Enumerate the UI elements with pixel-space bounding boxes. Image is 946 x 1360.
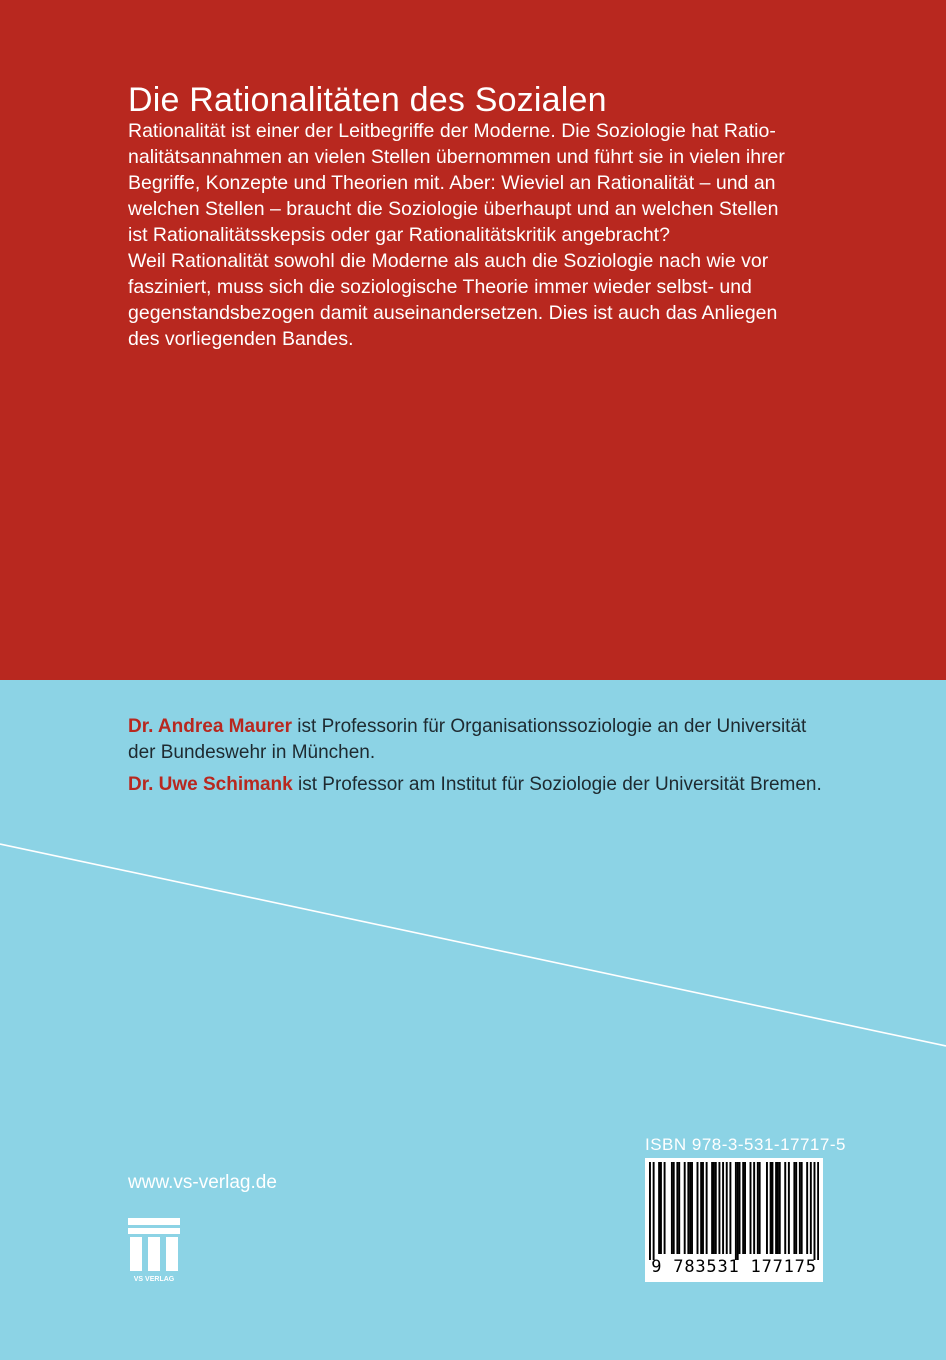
barcode-bar <box>799 1162 801 1254</box>
book-title: Die Rationalitäten des Sozialen <box>128 80 607 119</box>
barcode-bar <box>739 1162 741 1254</box>
barcode-bar <box>771 1162 773 1254</box>
blurb-line: Rationalität ist einer der Leitbegriffe der Moderne. Die Soziologie hat Ratio- <box>128 120 776 142</box>
vs-verlag-logo-icon <box>128 1218 180 1284</box>
barcode-bar <box>784 1162 786 1254</box>
barcode-bar <box>676 1162 678 1254</box>
barcode-bar <box>726 1162 728 1254</box>
barcode-bar <box>697 1162 699 1254</box>
barcode-bar <box>770 1162 772 1254</box>
barcode-bar <box>744 1162 746 1254</box>
barcode-bar <box>711 1162 713 1254</box>
isbn-barcode <box>645 1158 823 1282</box>
barcode-bars <box>649 1162 819 1260</box>
author-bio <box>128 714 868 766</box>
barcode-bar <box>706 1162 708 1254</box>
barcode-bar <box>753 1162 755 1254</box>
barcode-bar <box>817 1162 819 1260</box>
barcode-bar <box>664 1162 666 1254</box>
author-description-continued: der Bundeswehr in München. <box>128 742 376 763</box>
book-blurb <box>128 118 848 352</box>
barcode-bar <box>750 1162 752 1254</box>
author-description: ist Professor am Institut für Soziologie der Universität Bremen. <box>292 774 822 795</box>
barcode-bar <box>715 1162 717 1254</box>
blurb-line: nalitätsannahmen an vielen Stellen übernommen und führt sie in vielen ihrer <box>128 146 785 168</box>
barcode-bar <box>810 1162 812 1254</box>
barcode-bar <box>814 1162 816 1260</box>
barcode-bar <box>795 1162 797 1254</box>
barcode-bar <box>702 1162 704 1254</box>
barcode-bar <box>660 1162 662 1254</box>
publisher-website: www.vs-verlag.de <box>128 1172 277 1193</box>
blurb-line: fasziniert, muss sich die soziologische Theorie immer wieder selbst- und <box>128 276 752 298</box>
blurb-line: des vorliegenden Bandes. <box>128 328 354 350</box>
barcode-bar <box>673 1162 675 1254</box>
barcode-bar <box>766 1162 768 1254</box>
barcode-bar <box>777 1162 779 1254</box>
barcode-bar <box>729 1162 731 1254</box>
barcode-bar <box>735 1162 737 1260</box>
barcode-bar <box>801 1162 803 1254</box>
barcode-bar <box>775 1162 777 1254</box>
barcode-bar <box>806 1162 808 1254</box>
barcode-bar <box>722 1162 724 1254</box>
barcode-bar <box>658 1162 660 1254</box>
barcode-bar <box>678 1162 680 1254</box>
barcode-bar <box>793 1162 795 1254</box>
author-bio <box>128 772 868 798</box>
barcode-digits: 9 783531 177175 <box>651 1257 817 1277</box>
author-bios <box>128 714 868 804</box>
barcode-bar <box>689 1162 691 1254</box>
barcode-bar <box>759 1162 761 1254</box>
barcode-bar <box>737 1162 739 1260</box>
isbn-number: ISBN 978-3-531-17717-5 <box>645 1135 846 1154</box>
barcode-bar <box>779 1162 781 1254</box>
barcode-bar <box>649 1162 651 1260</box>
barcode-bar <box>718 1162 720 1254</box>
blurb-line: Weil Rationalität sowohl die Moderne als auch die Soziologie nach wie vor <box>128 250 769 272</box>
blurb-line: Begriffe, Konzepte und Theorien mit. Aber: Wieviel an Rationalität – und an <box>128 172 776 194</box>
publisher-logo-text: VS VERLAG <box>133 1276 175 1283</box>
blurb-line: ist Rationalitätsskepsis oder gar Rationalitätskritik angebracht? <box>128 224 670 246</box>
blurb-line: gegenstandsbezogen damit auseinandersetzen. Dies ist auch das Anliegen <box>128 302 778 324</box>
barcode-bar <box>700 1162 702 1254</box>
barcode-bar <box>691 1162 693 1254</box>
blurb-line: welchen Stellen – braucht die Soziologie überhaupt und an welchen Stellen <box>128 198 779 220</box>
barcode-bar <box>713 1162 715 1254</box>
barcode-bar <box>671 1162 673 1254</box>
barcode-bar <box>742 1162 744 1254</box>
author-name: Dr. Andrea Maurer <box>128 716 293 737</box>
barcode-bar <box>788 1162 790 1254</box>
barcode-bar <box>757 1162 759 1254</box>
barcode-bar <box>684 1162 686 1254</box>
author-description: ist Professorin für Organisationssoziologie an der Universität <box>292 716 807 737</box>
barcode-bar <box>687 1162 689 1254</box>
author-name: Dr. Uwe Schimank <box>128 774 293 795</box>
barcode-bar <box>653 1162 655 1260</box>
